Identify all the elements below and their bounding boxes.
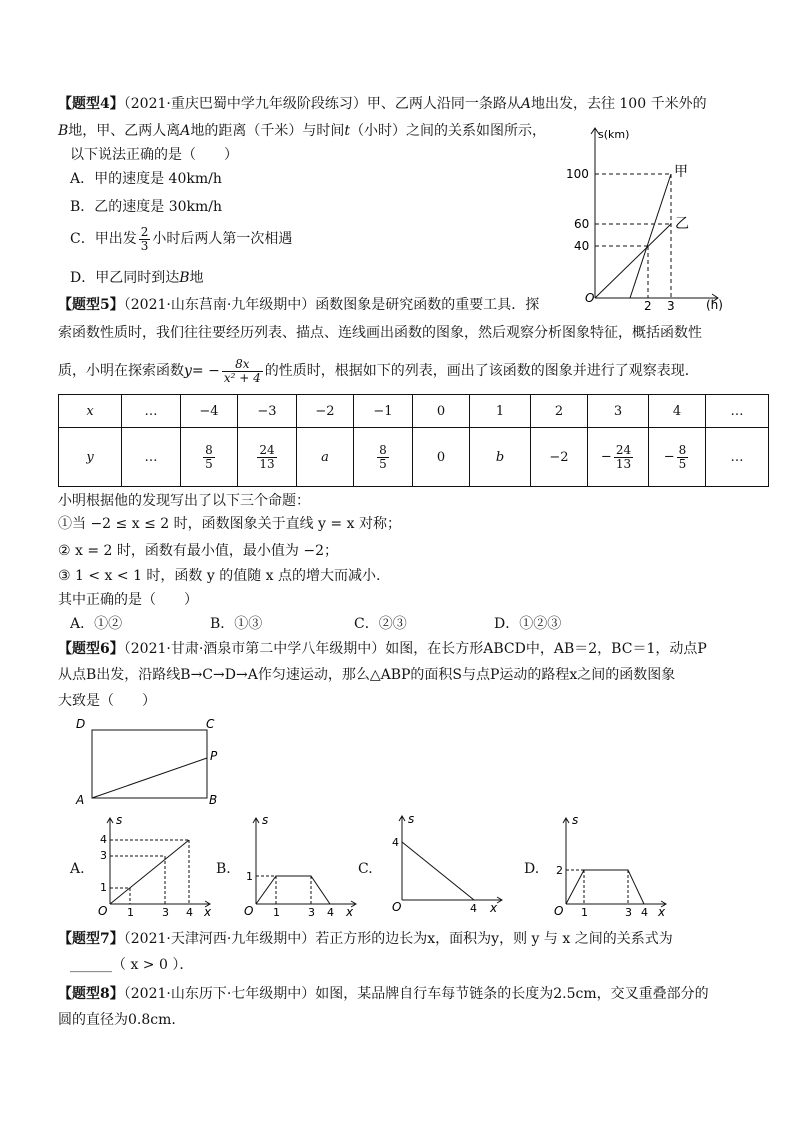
table-row-y: [59, 428, 769, 487]
q4-option-a: A．甲的速度是 40km/h: [70, 171, 222, 187]
graph-c-line: [402, 842, 474, 900]
label-a: A: [76, 793, 85, 807]
cell-sign: −: [663, 449, 675, 465]
graph-d-origin: O: [554, 904, 564, 918]
q4-line-yi: [595, 224, 671, 298]
q4-text-2b: 地的距离（千米）与时间: [190, 123, 345, 139]
graph-a-y1: 1: [100, 881, 107, 894]
graph-c-x-label: x: [490, 901, 498, 915]
q4-label-jia: 甲: [674, 164, 688, 180]
cell-sign: −: [600, 449, 612, 465]
table-cell: 1: [470, 395, 531, 428]
q8-line-1: [58, 987, 709, 1001]
cell-value: a: [321, 449, 329, 465]
q4-xtick-2: 2: [644, 299, 652, 312]
q5-option-d: D．①②③: [494, 616, 562, 632]
q5-func-fraction: [222, 358, 263, 384]
q4-optd-post: 地: [189, 270, 204, 286]
q4-tag: 【题型4】: [58, 96, 124, 112]
table-cell: [706, 428, 769, 487]
graph-b-x3: 3: [308, 906, 315, 919]
fraction-numerator: 8: [678, 442, 687, 457]
q5-proposition-1: ①当 −2 ≤ x ≤ 2 时，函数图象关于直线 y = x 对称；: [58, 516, 401, 532]
q5-text-3a: 质，小明在探索函数: [58, 363, 184, 380]
graph-d-y2: 2: [556, 864, 563, 877]
q4-optc-post: 小时后两人第一次相遇: [152, 231, 293, 248]
q5-line-1: [58, 298, 539, 312]
fraction-denominator: 13: [615, 456, 632, 471]
table-cell: [354, 428, 413, 487]
q5-question: 其中正确的是（ ）: [58, 592, 198, 608]
cell-fraction: [677, 444, 689, 470]
table-cell: 3: [588, 395, 649, 428]
table-cell: [122, 428, 181, 487]
q5-option-a: A．①②: [70, 616, 123, 632]
graph-d-s: s: [572, 813, 579, 827]
fraction-numerator: 8: [205, 442, 213, 457]
q6-line-1: [58, 642, 707, 656]
fraction-numerator: 8: [379, 442, 387, 457]
cell-value: 0: [436, 449, 446, 465]
graph-d-x3: 3: [625, 906, 632, 919]
q5-func-den: x² + 4: [223, 370, 261, 385]
q6-option-c-letter: C.: [358, 861, 373, 877]
cell-value: −2: [549, 449, 569, 465]
graph-a-y4: 4: [100, 833, 107, 846]
graph-c-y4: 4: [392, 836, 399, 849]
fraction-numerator: 24: [615, 442, 632, 457]
q4-text-1: （2021·重庆巴蜀中学九年级阶段练习）甲、乙两人沿同一条路从: [123, 96, 521, 112]
q4-optc-num: 2: [140, 225, 149, 239]
graph-b-line: [256, 876, 330, 904]
q6-option-d-letter: D.: [524, 861, 540, 877]
graph-b-s: s: [262, 813, 269, 827]
table-cell: [413, 428, 470, 487]
graph-b-y1: 1: [246, 870, 253, 883]
table-cell: [531, 428, 588, 487]
table-cell: −2: [297, 395, 354, 428]
table-cell: x: [59, 395, 122, 428]
q6-graph-d: [544, 812, 674, 922]
q4-ytick-40: 40: [574, 239, 590, 253]
q6-option-b-letter: B.: [216, 861, 231, 877]
q5-intro: 小明根据他的发现写出了以下三个命题：: [58, 493, 310, 509]
table-cell: [588, 428, 649, 487]
table-cell: 2: [531, 395, 588, 428]
table-cell: −3: [238, 395, 297, 428]
q6-line-3: 大致是（ ）: [58, 693, 156, 709]
q4-A2: A: [180, 123, 191, 139]
q5-text-3b: 的性质时，根据如下的列表，画出了该函数的图象并进行了观察表现．: [264, 363, 699, 380]
table-cell: [181, 428, 238, 487]
q5-func-eq: = −: [191, 363, 220, 380]
table-cell: [297, 428, 354, 487]
q5-option-c: C．②③: [354, 616, 407, 632]
table-cell: [59, 428, 122, 487]
q4-optc-fraction: [139, 226, 151, 252]
q5-option-b: B．①③: [210, 616, 263, 632]
q7-condition: （ x > 0 ）．: [112, 957, 194, 973]
q5-proposition-2: ② x = 2 时，函数有最小值，最小值为 −2；: [58, 543, 338, 559]
table-cell: −4: [181, 395, 238, 428]
q5-value-table: [58, 394, 769, 487]
table-row-x: [59, 395, 769, 428]
cell-fraction: [377, 444, 389, 470]
q4-line-jia: [630, 174, 671, 298]
q4-optd-pre: D．甲乙同时到达: [70, 270, 180, 286]
cell-value: y: [86, 449, 94, 465]
q5-line-2: 索函数性质时，我们往往要经历列表、描点、连线画出函数的图象，然后观察分析图象特征，概括函数性: [58, 325, 702, 341]
graph-a-x-label: x: [204, 905, 212, 919]
q5-text-1: （2021·山东莒南·九年级期中）函数图象是研究函数的重要工具．探: [123, 297, 540, 313]
q8-tag: 【题型8】: [58, 986, 124, 1002]
table-cell: [649, 428, 706, 487]
fraction-denominator: 5: [205, 456, 213, 471]
cell-fraction: [614, 444, 633, 470]
graph-c-x4: 4: [470, 902, 477, 915]
q6-tag: 【题型6】: [58, 641, 124, 657]
graph-d-x1: 1: [581, 906, 588, 919]
q6-text-1: （2021·甘肃·酒泉市第二中学八年级期中）如图，在长方形ABCD中，AB＝2，BC＝1，动点P: [123, 641, 707, 657]
graph-c-origin: O: [392, 900, 402, 914]
label-p: P: [210, 749, 218, 763]
cell-value: …: [144, 449, 158, 465]
fraction-denominator: 5: [379, 456, 387, 471]
q4-question: 以下说法正确的是（ ）: [70, 147, 238, 163]
q6-rectangle-figure: [70, 712, 230, 808]
q7-tag: 【题型7】: [58, 931, 124, 947]
q8-line-2: 圆的直径为0.8cm.: [58, 1012, 176, 1028]
graph-b-origin: O: [244, 904, 254, 918]
q4-option-c: [70, 226, 292, 252]
graph-b-x4: 4: [327, 906, 334, 919]
q5-func-y: y: [184, 363, 192, 380]
fraction-denominator: 5: [678, 456, 687, 471]
q4-x-label: (h): [706, 298, 723, 312]
q7-text: （2021·天津河西·九年级期中）若正方形的边长为x，面积为y，则 y 与 x 之间的关系式为: [123, 931, 673, 947]
table-cell: …: [706, 395, 769, 428]
q6-option-a-letter: A.: [70, 861, 85, 877]
graph-a-x4: 4: [186, 906, 193, 919]
table-cell: [470, 428, 531, 487]
q4-A: A: [520, 96, 531, 112]
segment-ap: [92, 758, 207, 798]
cell-value: …: [730, 449, 744, 465]
q4-line-2: [58, 124, 546, 138]
table-cell: …: [122, 395, 181, 428]
q8-text-1: （2021·山东历下·七年级期中）如图，某品牌自行车每节链条的长度为2.5cm，交叉重叠部分的: [123, 986, 709, 1002]
q4-t: t: [344, 123, 351, 139]
q7-answer-blank: ______: [70, 957, 112, 973]
graph-d-x4: 4: [641, 906, 648, 919]
table-cell: 4: [649, 395, 706, 428]
graph-a-y3: 3: [100, 849, 107, 862]
graph-c-s: s: [408, 812, 415, 826]
graph-b-x1: 1: [273, 906, 280, 919]
q6-graph-a: [88, 812, 216, 922]
cell-fraction: [257, 444, 276, 470]
graph-a-x3: 3: [162, 906, 169, 919]
q4-text-2c: （小时）之间的关系如图所示，: [350, 123, 547, 139]
fraction-numerator: 24: [259, 442, 275, 457]
q4-label-yi: 乙: [675, 216, 689, 232]
graph-d-x-label: x: [658, 905, 666, 919]
q5-line-3: [58, 358, 699, 384]
q4-text-1b: 地出发，去往 100 千米外的: [530, 96, 707, 112]
table-cell: −1: [354, 395, 413, 428]
q4-ytick-60: 60: [574, 217, 590, 231]
q4-option-d: [70, 271, 204, 285]
q6-line-2: 从点B出发，沿路线B→C→D→A作匀速运动，那么△ABP的面积S与点P运动的路程x之间的函数图象: [58, 667, 676, 683]
label-b: B: [209, 793, 218, 807]
q6-graph-c: [380, 812, 510, 922]
q4-line-1: [58, 97, 707, 111]
q4-option-b: B．乙的速度是 30km/h: [70, 199, 223, 215]
q4-optd-B: B: [179, 270, 190, 286]
q7-line-2: [70, 958, 193, 972]
fraction-denominator: 13: [259, 456, 275, 471]
q4-ytick-100: 100: [566, 167, 589, 181]
graph-d-line: [566, 870, 644, 904]
label-d: D: [76, 717, 86, 731]
label-c: C: [206, 717, 215, 731]
q4-optc-den: 3: [140, 238, 149, 253]
q4-origin: O: [585, 291, 595, 305]
table-cell: [238, 428, 297, 487]
q5-proposition-3: ③ 1 < x < 1 时，函数 y 的值随 x 点的增大而减小.: [58, 568, 381, 584]
q4-optc-pre: C．甲出发: [70, 231, 137, 248]
q4-xtick-3: 3: [667, 299, 675, 312]
cell-value: b: [495, 449, 505, 465]
q5-func-num: 8x: [222, 358, 263, 372]
graph-a-x1: 1: [127, 906, 134, 919]
table-cell: 0: [413, 395, 470, 428]
q4-y-label: s(km): [598, 128, 630, 141]
q5-tag: 【题型5】: [58, 297, 124, 313]
q4-text-2a: 地，甲、乙两人离: [68, 123, 181, 139]
cell-fraction: [203, 444, 215, 470]
q4-B: B: [58, 123, 69, 139]
q4-distance-time-graph: [560, 122, 730, 312]
q6-graph-b: [234, 812, 362, 922]
graph-a-line: [110, 840, 189, 904]
graph-a-origin: O: [98, 904, 108, 918]
graph-a-s: s: [116, 813, 123, 827]
q7-line-1: [58, 932, 673, 946]
graph-b-x-label: x: [346, 905, 354, 919]
